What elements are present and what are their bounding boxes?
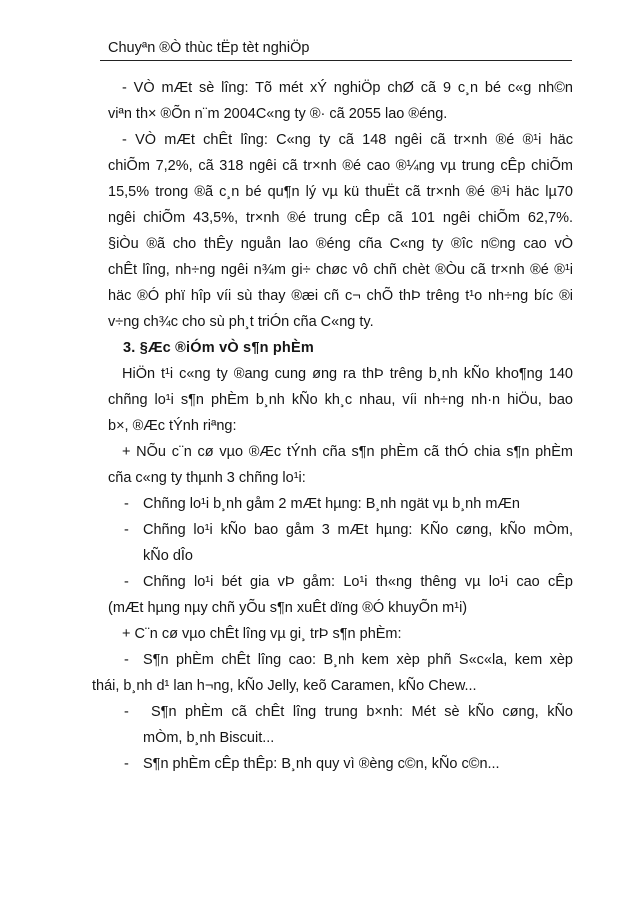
line-text: 15,5% trong ®ã c¸n bé qu¶n lý vµ kü thuËt cã tr×nh ®é ®¹i häc lµ70 (108, 184, 573, 200)
line-text: viªn th× ®Õn n¨m 2004C«ng ty ®· cã 2055 lao ®éng. (108, 106, 448, 122)
line-text: HiÖn t¹i c«ng ty ®ang cung øng ra thÞ trêng b¸nh kÑo kho¶ng 140 (122, 366, 573, 382)
paragraph-line (0, 439, 638, 465)
paragraph-line (0, 231, 638, 257)
list-item-text: S¶n phÈm chÊt lîng cao: B¸nh kem xèp phñ S«c«la, kem xèp (143, 652, 573, 668)
line-text: chñng lo¹i s¶n phÈm b¸nh kÑo kh¸c nhau, víi nh÷ng nh·n hiÖu, bao (108, 392, 573, 408)
paragraph-line (0, 127, 638, 153)
line-text: chÊt lîng, nh÷ng ngêi n¾m gi÷ chøc vô chñ chèt ®Òu cã tr×nh ®é ®¹i (108, 262, 573, 278)
paragraph-line (0, 621, 638, 647)
list-item (0, 751, 638, 777)
paragraph-line (0, 153, 638, 179)
list-item (0, 647, 638, 673)
paragraph-line (0, 205, 638, 231)
line-text: + NÕu c¨n cø vµo ®Æc tÝnh cña s¶n phÈm cã thÓ chia s¶n phÈm (122, 444, 573, 460)
line-text: häc ®Ó phï hîp víi sù thay ®æi cñ c¬ chÕ thÞ trêng t¹o nh÷ng bíc ®i (108, 288, 573, 304)
header-rule (100, 60, 572, 61)
paragraph-line (0, 595, 638, 621)
line-text: chiÕm 7,2%, cã 318 ngêi cã tr×nh ®é cao ®¼ng vµ trung cÊp chiÕm (108, 158, 573, 174)
paragraph-line (0, 465, 638, 491)
list-item-text: S¶n phÈm cÊp thÊp: B¸nh quy vì ®èng c©n, kÑo c©n... (143, 756, 500, 772)
bullet-dash: - (124, 704, 129, 720)
bullet-dash: - (124, 574, 129, 590)
line-text: (mÆt hµng nµy chñ yÕu s¶n xuÊt dïng ®Ó khuyÕn m¹i) (108, 600, 468, 616)
line-text: mÒm, b¸nh Biscuit... (143, 730, 275, 746)
section-heading-text: 3. §Æc ®iÓm vÒ s¶n phÈm (123, 340, 314, 356)
line-text: cña c«ng ty thµnh 3 chñng lo¹i: (108, 470, 306, 486)
list-item-text: S¶n phÈm cã chÊt lîng trung b×nh: Mét sè kÑo cøng, kÑo (151, 704, 573, 720)
page-header-title: Chuyªn ®Ò thùc tËp tèt nghiÖp (108, 40, 310, 56)
line-text: - VÒ mÆt chÊt lîng: C«ng ty cã 148 ngêi cã tr×nh ®é ®¹i häc (122, 132, 573, 148)
list-item-text: Chñng lo¹i b¸nh gåm 2 mÆt hµng: B¸nh ngät vµ b¸nh mÆn (143, 496, 520, 512)
list-item (0, 699, 638, 725)
bullet-dash: - (124, 756, 129, 772)
line-text: ngêi chiÕm 43,5%, tr×nh ®é trung cÊp cã 101 ngêi chiÕm 62,7%. (108, 210, 573, 226)
list-item-continuation (0, 543, 638, 569)
line-text: b×, ®Æc tÝnh riªng: (108, 418, 237, 434)
list-item-continuation (0, 673, 638, 699)
paragraph-line (0, 309, 638, 335)
list-item (0, 491, 638, 517)
paragraph-line (0, 179, 638, 205)
paragraph-line (0, 75, 638, 101)
line-text: - VÒ mÆt sè lîng: Tõ mét xÝ nghiÖp chØ cã 9 c¸n bé c«g nh©n (122, 80, 573, 96)
bullet-dash: - (124, 652, 129, 668)
bullet-dash: - (124, 496, 129, 512)
section-heading (0, 335, 638, 361)
line-text: §iÒu ®ã cho thÊy nguån lao ®éng cña C«ng ty ®îc n©ng cao vÒ (108, 236, 573, 252)
paragraph-line (0, 413, 638, 439)
list-item-text: Chñng lo¹i bét gia vÞ gåm: Lo¹i th«ng thêng vµ lo¹i cao cÊp (143, 574, 573, 590)
list-item (0, 517, 638, 543)
line-text: v÷ng ch¾c cho sù ph¸t triÓn cña C«ng ty. (108, 314, 374, 330)
line-text: thái, b¸nh d¹ lan h¬ng, kÑo Jelly, keõ Caramen, kÑo Chew... (92, 678, 477, 694)
line-text: + C¨n cø vµo chÊt lîng vµ gi¸ trÞ s¶n phÈm: (122, 626, 402, 642)
paragraph-line (0, 101, 638, 127)
paragraph-line (0, 387, 638, 413)
paragraph-line (0, 361, 638, 387)
paragraph-line (0, 257, 638, 283)
list-item-continuation (0, 725, 638, 751)
list-item-text: Chñng lo¹i kÑo bao gåm 3 mÆt hµng: KÑo cøng, kÑo mÒm, (143, 522, 573, 538)
paragraph-line (0, 283, 638, 309)
document-body (0, 75, 638, 777)
list-item (0, 569, 638, 595)
bullet-dash: - (124, 522, 129, 538)
line-text: kÑo dÎo (143, 548, 193, 564)
